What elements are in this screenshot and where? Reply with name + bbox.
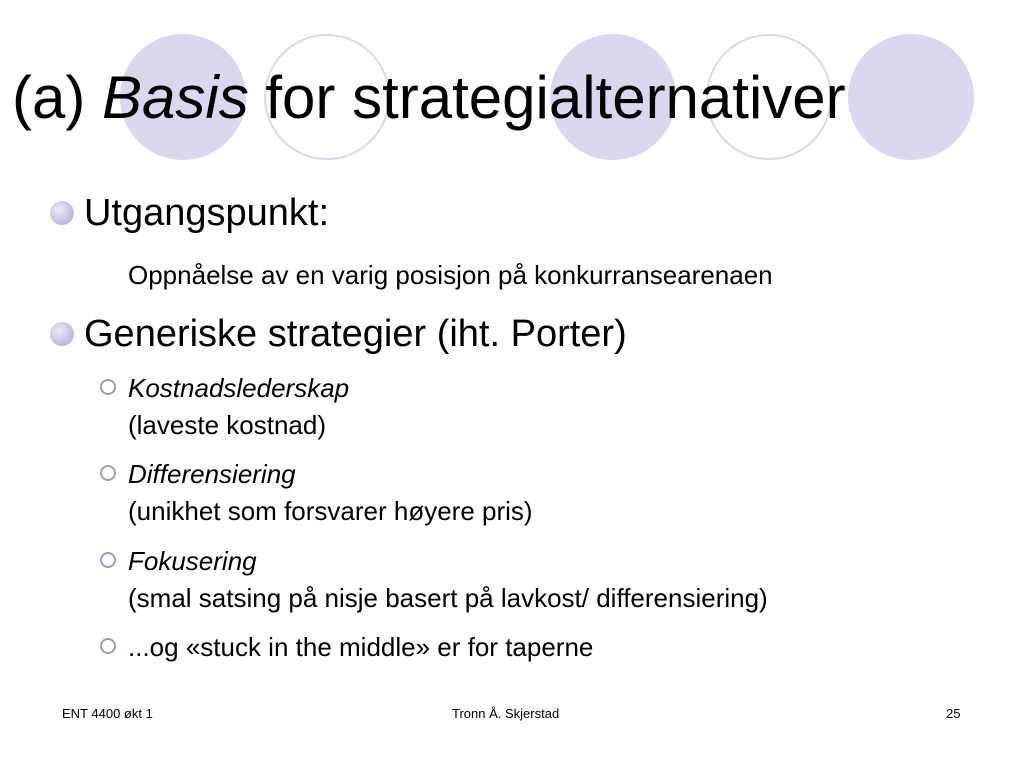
filled-circle-bullet-icon <box>50 322 74 346</box>
hollow-circle-bullet-icon <box>100 465 116 481</box>
bullet-generic-strategies: Generiske strategier (iht. Porter) <box>84 313 627 355</box>
subitem-stuck-in-the-middle <box>128 629 593 666</box>
subitem-term: Kostnadslederskap <box>128 373 350 403</box>
subitem-term: Differensiering <box>128 459 296 489</box>
bullet-starting-point-detail: Oppnåelse av en varig posisjon på konkurransearenaen <box>128 260 773 290</box>
slide-title <box>12 62 846 134</box>
hollow-circle-bullet-icon <box>100 638 116 654</box>
footer-page-number: 25 <box>946 706 961 721</box>
hollow-circle-bullet-icon <box>100 379 116 395</box>
subitem-term: Fokusering <box>128 546 257 576</box>
footer-author: Tronn Å. Skjerstad <box>452 706 560 721</box>
subitem-detail: (smal satsing på nisje basert på lavkost/ differensiering) <box>128 583 768 613</box>
hollow-circle-bullet-icon <box>100 552 116 568</box>
title-suffix: for strategialternativer <box>248 64 846 131</box>
decorative-filled-circle <box>848 34 974 160</box>
title-emphasis: Basis <box>102 64 249 131</box>
subitem-detail: (laveste kostnad) <box>128 410 326 440</box>
footer-course-label: ENT 4400 økt 1 <box>62 706 153 721</box>
subitem-focus <box>128 543 768 617</box>
subitem-detail: (unikhet som forsvarer høyere pris) <box>128 496 533 526</box>
subitem-differentiation <box>128 456 533 530</box>
filled-circle-bullet-icon <box>50 201 74 225</box>
title-prefix: (a) <box>12 64 102 131</box>
bullet-starting-point: Utgangspunkt: <box>84 192 330 234</box>
subitem-text: ...og «stuck in the middle» er for taperne <box>128 632 594 662</box>
subitem-cost-leadership <box>128 370 349 444</box>
